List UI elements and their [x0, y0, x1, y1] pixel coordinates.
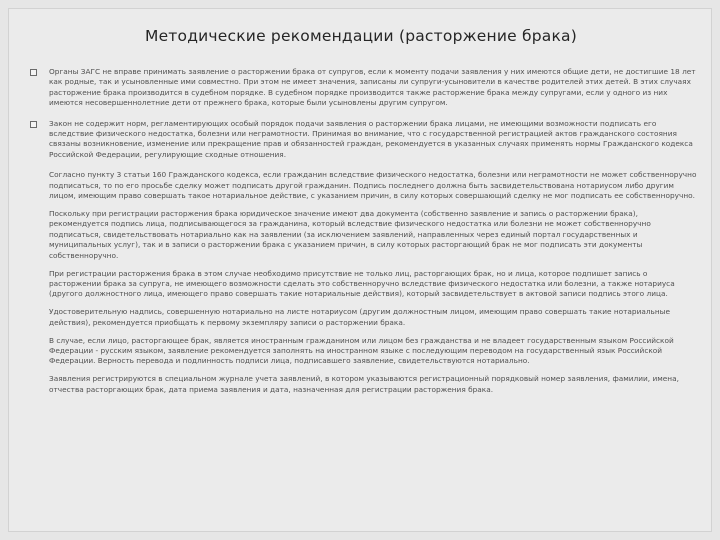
paragraph-text: Согласно пункту 3 статьи 160 Гражданского кодекса, если гражданин вследствие физического недостатка, болезни или неграмотности не может собственноручно подписаться, то по его просьбе сделку может подписать другой гражданин. Подпись последнего должна быть засвидетельствована нотариусом либо другим лицом, имеющим право совершать такое нотариальное действие, с указанием причин, в силу которых совершающий сделку не мог подписать ее собственноручно.	[49, 170, 697, 201]
paragraph	[49, 170, 697, 201]
page-title: Методические рекомендации (расторжение брака)	[145, 27, 577, 45]
paragraph	[49, 209, 697, 261]
checkbox-bullet-icon	[30, 121, 37, 128]
slide	[8, 8, 712, 532]
paragraph	[49, 269, 697, 300]
bullet-text: Закон не содержит норм, регламентирующих особый порядок подачи заявления о расторжении брака лицами, не имеющими возможности подписать его вследствие физического недостатка, болезни или неграмотности. Принимая во внимание, что с государственной регистрацией актов гражданского состояния связаны возникновение, изменение или прекращение прав и обязанностей граждан, рекомендуется в указанных случаях применять нормы Гражданского кодекса Российской Федерации, регулирующие сходные отношения.	[49, 118, 693, 159]
bullet-item	[29, 119, 697, 161]
bullet-text: Органы ЗАГС не вправе принимать заявление о расторжении брака от супругов, если к моменту подачи заявления у них имеются общие дети, не достигшие 18 лет как родные, так и усыновленные ими совместно. При этом не имеет значения, записаны ли супруги-усыновители в качестве родителей этих детей. В этих случаях расторжение брака производится в судебном порядке. В судебном порядке производится также расторжение брака между супругами, если у одного из них имеются несовершеннолетние дети от прежнего брака, которые были усыновлены другим супругом.	[49, 67, 696, 108]
bullet-item	[29, 67, 697, 109]
paragraph-text: Поскольку при регистрации расторжения брака юридическое значение имеют два документа (собственно заявление и запись о расторжении брака), рекомендуется подпись лица, подписывающегося за гражданина, который вследствие физического недостатка или болезни не может собственноручно подписаться, свидетельствовать нотариально как на заявлении (за исключением заявлений, направленных через единый портал государственных и муниципальных услуг), так и в записи о расторжении брака с указанием причин, в силу которых расторгающий брак не мог подписать эти документы собственноручно.	[49, 208, 651, 260]
paragraph-text: Удостоверительную надпись, совершенную нотариально на листе нотариусом (другим должностным лицом, имеющим право совершать такие нотариальные действия), рекомендуется приобщать к первому экземпляру записи о расторжении брака.	[49, 307, 670, 327]
paragraph	[49, 307, 697, 328]
paragraph	[49, 336, 697, 367]
paragraph-text: Заявления регистрируются в специальном журнале учета заявлений, в котором указываются регистрационный порядковый номер заявления, фамилии, имена, отчества расторгающих брак, дата приема заявления и дата, назначенная для регистрации расторжения брака.	[49, 374, 679, 394]
paragraph	[49, 374, 697, 395]
paragraph-text: При регистрации расторжения брака в этом случае необходимо присутствие не только лиц, расторгающих брак, но и лица, которое подпишет запись о расторжении брака за супруга, не имеющего возможности сделать это собственноручно вследствие физического недостатка или болезни, а также нотариуса (другого должностного лица, имеющего право совершать такие нотариальные действия), который засвидетельствует в актовой записи подпись этого лица.	[49, 268, 675, 299]
slide-body	[29, 67, 697, 403]
checkbox-bullet-icon	[30, 69, 37, 76]
paragraph-text: В случае, если лицо, расторгающее брак, является иностранным гражданином или лицом без гражданства и не владеет государственным языком Российской Федерации - русским языком, заявление рекомендуется заполнять на иностранном языке с последующим переводом на государственный язык Российской Федерации. Верность перевода и подлинность подписи лица, подписавшего заявление, свидетельствуются нотариально.	[49, 335, 674, 366]
